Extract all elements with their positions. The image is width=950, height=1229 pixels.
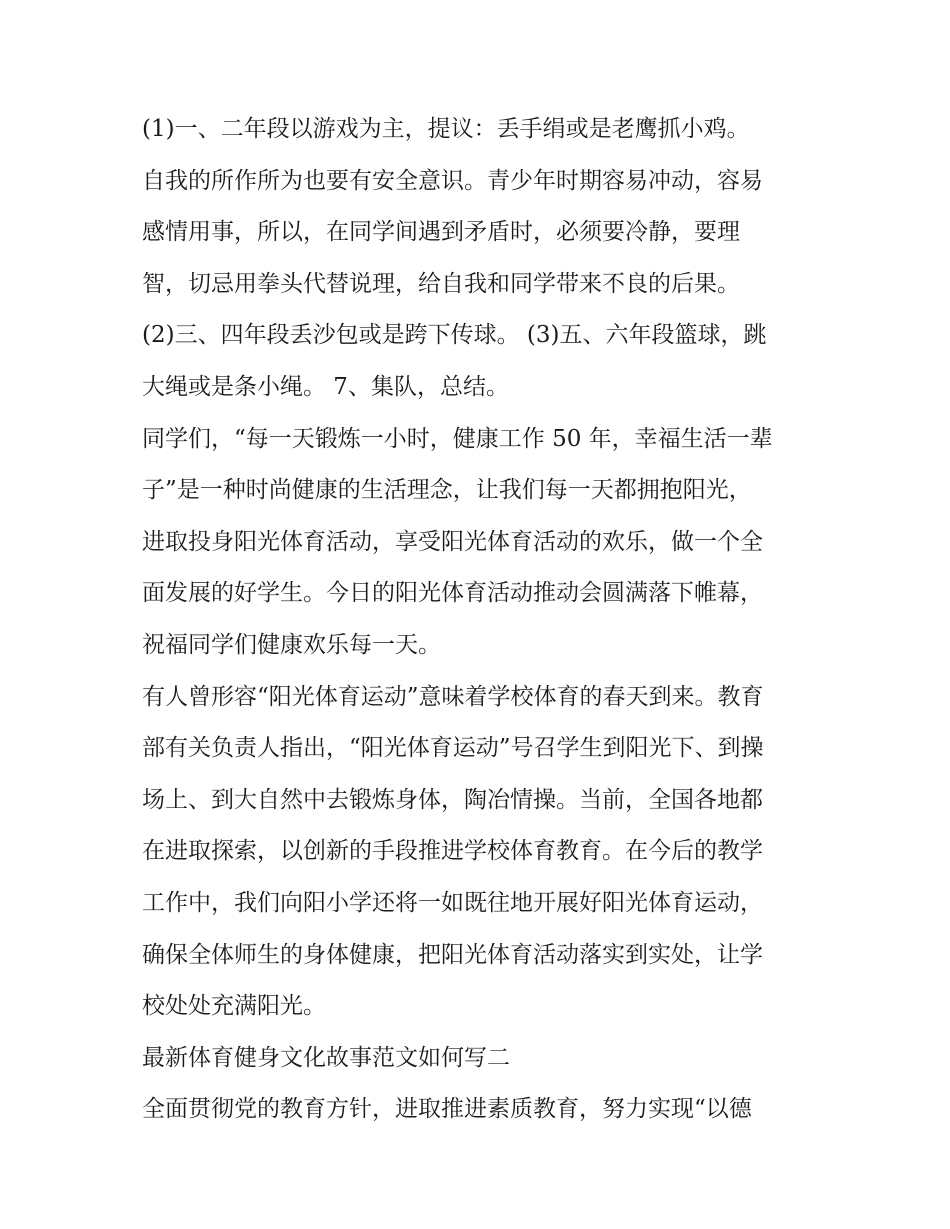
text-line: 进取投身阳光体育活动，享受阳光体育活动的欢乐，做一个全 — [142, 528, 763, 555]
text-line: 祝福同学们健康欢乐每一天。 — [142, 631, 441, 658]
text-line: 确保全体师生的身体健康，把阳光体育活动落实到实处，让学 — [142, 941, 763, 968]
text-line: 智，切忌用拳头代替说理，给自我和同学带来不良的后果。 — [142, 270, 740, 297]
text-line: 大绳或是条小绳。 7、集队，总结。 — [142, 373, 509, 400]
text-line: 有人曾形容“阳光体育运动”意味着学校体育的春天到来。教育 — [142, 683, 764, 710]
text-line: 子”是一种时尚健康的生活理念，让我们每一天都拥抱阳光， — [142, 477, 752, 504]
text-line: 自我的所作所为也要有安全意识。青少年时期容易冲动，容易 — [142, 167, 763, 194]
text-line: (1)一、二年段以游戏为主，提议：丢手绢或是老鹰抓小鸡。 — [142, 116, 750, 142]
section-heading: 最新体育健身文化故事范文如何写二 — [142, 1044, 510, 1071]
text-line: 工作中，我们向阳小学还将一如既往地开展好阳光体育运动， — [142, 889, 763, 916]
text-line: 在进取探索，以创新的手段推进学校体育教育。在今后的教学 — [142, 838, 763, 865]
text-line: 校处处充满阳光。 — [142, 993, 326, 1020]
text-line: 感情用事，所以，在同学间遇到矛盾时，必须要冷静，要理 — [142, 219, 740, 246]
text-line: 场上、到大自然中去锻炼身体，陶冶情操。当前，全国各地都 — [142, 786, 763, 813]
text-line: 全面贯彻党的教育方针，进取推进素质教育，努力实现“以德 — [142, 1096, 752, 1123]
document-body — [142, 104, 822, 1136]
text-line: (2)三、四年段丢沙包或是跨下传球。 (3)五、六年段篮球，跳 — [142, 322, 767, 349]
text-line: 面发展的好学生。今日的阳光体育活动推动会圆满落下帷幕， — [142, 580, 763, 607]
text-line: 部有关负责人指出，“阳光体育运动”号召学生到阳光下、到操 — [142, 735, 764, 762]
text-line: 同学们，“每一天锻炼一小时，健康工作 50 年，幸福生活一辈 — [142, 425, 773, 452]
